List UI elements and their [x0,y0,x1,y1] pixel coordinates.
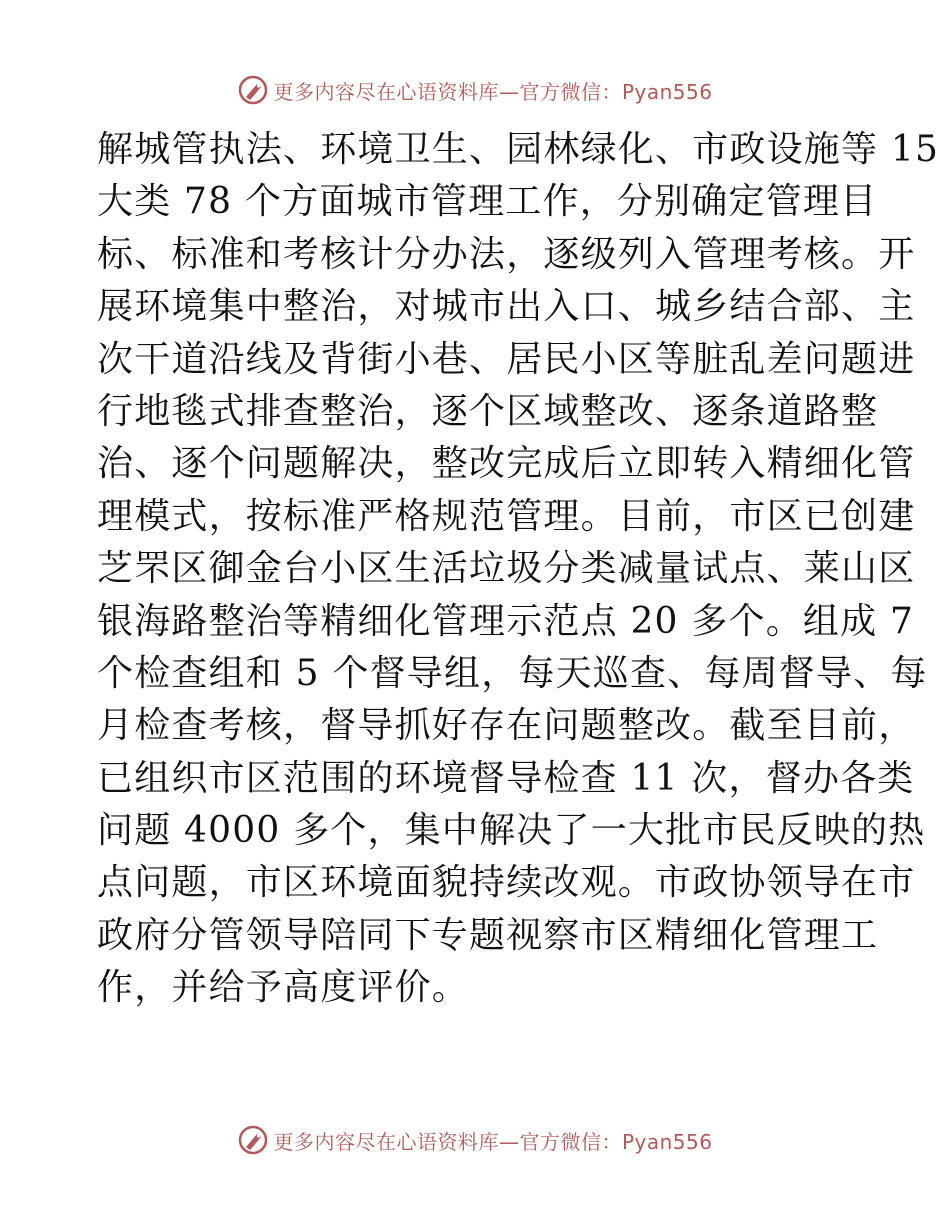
text-line: 政府分管领导陪同下专题视察市区精细化管理工 [97,914,879,956]
text-line: 点问题，市区环境面貌持续改观。市政协领导在市 [97,862,916,904]
text-line: 月检查考核，督导抓好存在问题整改。截至目前， [97,705,916,747]
pen-logo-icon [237,74,269,106]
text-line: 已组织市区范围的环境督导检查 11 次，督办各类 [97,757,915,799]
text-line: 大类 78 个方面城市管理工作，分别确定管理目 [97,181,878,223]
text-line: 银海路整治等精细化管理示范点 20 多个。组成 7 [97,600,915,642]
text-line: 问题 4000 多个，集中解决了一大批市民反映的热 [97,810,926,852]
text-line: 展环境集中整治，对城市出入口、城乡结合部、主 [97,286,916,328]
text-line: 芝罘区御金台小区生活垃圾分类减量试点、莱山区 [97,548,916,590]
text-line: 次干道沿线及背街小巷、居民小区等脏乱差问题进 [97,338,916,380]
text-line: 行地毯式排查整治，逐个区域整改、逐条道路整 [97,390,879,432]
text-line: 治、逐个问题解决，整改完成后立即转入精细化管 [97,443,916,485]
text-line: 理模式，按标准严格规范管理。目前，市区已创建 [97,495,916,537]
watermark-text: 更多内容尽在心语资料库—官方微信：Pyan556 [273,1129,713,1154]
text-line: 标、标准和考核计分办法，逐级列入管理考核。开 [97,233,916,275]
watermark-text: 更多内容尽在心语资料库—官方微信：Pyan556 [273,79,713,104]
text-line: 个检查组和 5 个督导组，每天巡查、每周督导、每 [97,652,928,694]
header-watermark [0,70,950,110]
text-line: 解城管执法、环境卫生、园林绿化、市政设施等 15 [97,129,940,170]
document-body [97,124,940,1015]
text-line: 作，并给予高度评价。 [97,967,470,1009]
footer-watermark [0,1120,950,1160]
pen-logo-icon [237,1124,269,1156]
